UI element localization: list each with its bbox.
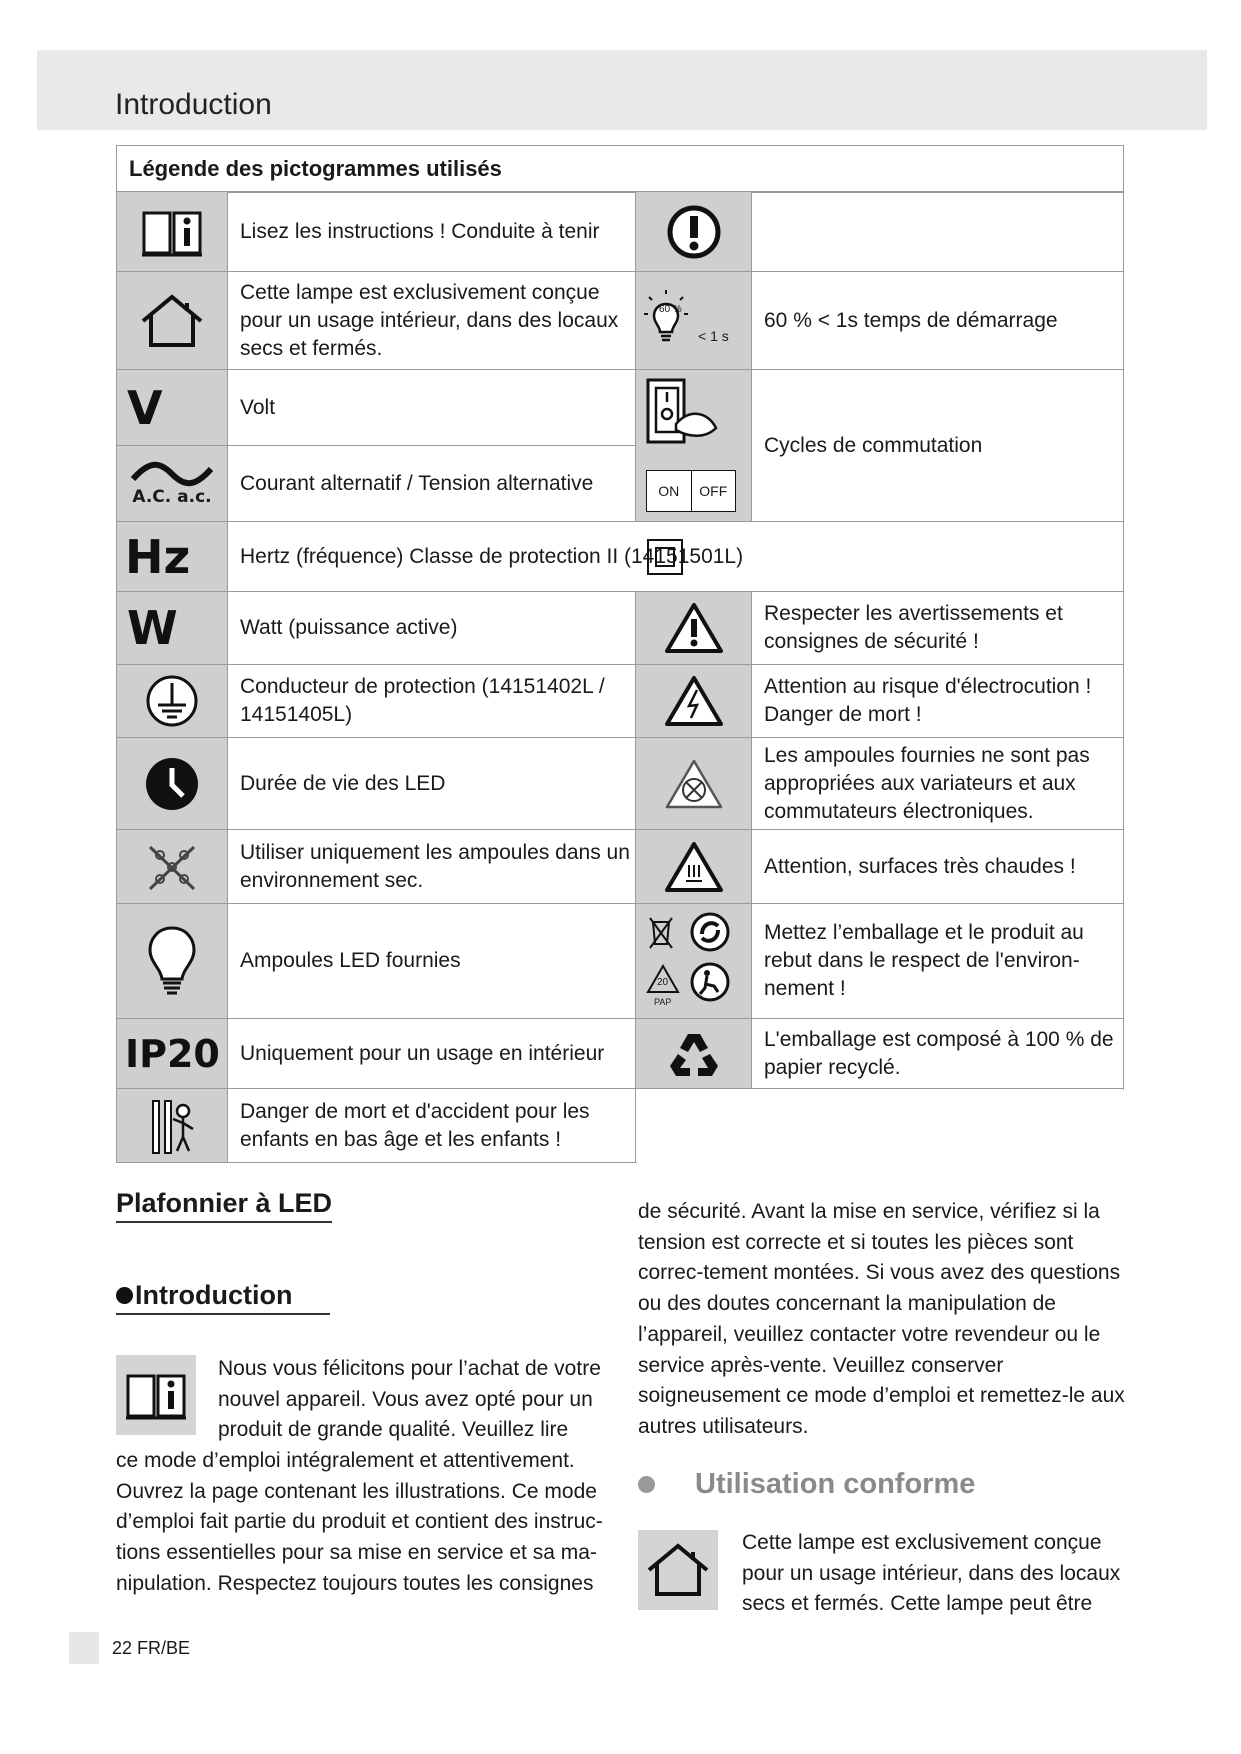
page-number: 22 FR/BE — [112, 1638, 191, 1658]
legend-text-ac: Courant alternatif / Tension alternative — [228, 446, 636, 522]
legend-text-electric-shock: Attention au risque d'électrocution ! Danger de mort ! — [752, 665, 1123, 738]
legend-text-led-bulbs-supplied: Ampoules LED fournies — [228, 904, 636, 1019]
hot-surface-icon — [636, 830, 752, 904]
recycle-icon — [636, 1019, 752, 1089]
legend-text-recycled-paper: L'emballage est composé à 100 % de papier recyclé. — [752, 1019, 1123, 1089]
watt-icon: W — [117, 592, 228, 665]
intro-heading: Introduction — [116, 1280, 330, 1315]
house-icon — [638, 1530, 718, 1610]
tidyman-icon — [690, 962, 730, 1002]
disposal-icons: 20 PAP — [636, 904, 752, 1019]
dry-environment-icon — [117, 830, 228, 904]
page-number-box — [69, 1632, 99, 1664]
legend-text-hertz: Hertz (fréquence) Classe de protection II (14151501L) — [228, 522, 1123, 592]
usage-heading: Utilisation conforme — [638, 1468, 975, 1501]
bulb-icon — [117, 904, 228, 1019]
legend-text-no-dimmer: Les ampoules fournies ne sont pas appropriées aux variateurs et aux commutateurs électroniques. — [752, 738, 1123, 830]
legend-text-switching-cycles: Cycles de commutation — [752, 370, 1123, 522]
legend-text-read-instructions: Lisez les instructions ! Conduite à tenir — [228, 192, 636, 272]
green-dot-icon — [690, 912, 730, 952]
legend-text-watt: Watt (puissance active) — [228, 592, 636, 665]
product-title: Plafonnier à LED — [116, 1188, 332, 1223]
legend-text-ip20: Uniquement pour un usage en intérieur — [228, 1019, 636, 1089]
intro-text-full: ce mode d’emploi intégralement et attentivement. Ouvrez la page contenant les illustrations. Ce mode d’emploi fait partie du produit et contient des instruc-tions essentielles pour sa mise en service et sa ma-nipulation. Respectez toujours toutes les consignes — [116, 1449, 603, 1595]
legend-text-child-danger: Danger de mort et d'accident pour les enfants en bas âge et les enfants ! — [228, 1089, 636, 1162]
switch-icon: ON OFF — [636, 370, 752, 522]
no-dimmer-icon — [636, 738, 752, 830]
legend-title: Légende des pictogrammes utilisés — [129, 156, 502, 181]
legend-text-safety-warnings: Respecter les avertissements et consignes de sécurité ! — [752, 592, 1123, 665]
intro-text-indented: Nous vous félicitons pour l’achat de votre nouvel appareil. Vous avez opté pour un produit de grande qualité. Veuillez lire — [218, 1357, 601, 1442]
usage-text: Cette lampe est exclusivement conçue pour un usage intérieur, dans des locaux secs et fermés. Cette lampe peut être — [742, 1531, 1121, 1616]
pictogram-legend-table — [116, 145, 1124, 1163]
legend-text-led-lifetime: Durée de vie des LED — [228, 738, 636, 830]
legend-text-dry-environment: Utiliser uniquement les ampoules dans un environnement sec. — [228, 830, 636, 904]
volt-icon: V — [117, 370, 228, 446]
electric-shock-icon — [636, 665, 752, 738]
crossed-bin-icon — [646, 914, 676, 950]
intro-text-col2: de sécurité. Avant la mise en service, vérifiez si la tension est correcte et si toutes les pièces sont correc-tement montées. Si vous avez des questions ou des doutes concernant la manipulation de l’appareil, veuillez contacter votre revendeur ou le service après-vente. Veuillez conserver soigneusement ce mode d’emploi et remettez-le aux autres utilisateurs. — [638, 1200, 1125, 1438]
house-icon — [117, 272, 228, 370]
ac-icon: A.C. a.c. — [117, 446, 228, 522]
ip20-icon: IP20 — [117, 1019, 228, 1089]
child-danger-icon — [117, 1089, 228, 1162]
legend-text-indoor-use: Cette lampe est exclusivement conçue pour un usage intérieur, dans des locaux secs et fermés. — [228, 272, 636, 370]
protective-earth-icon — [117, 665, 228, 738]
warning-icon — [636, 592, 752, 665]
book-info-icon — [116, 1355, 196, 1435]
legend-text-volt: Volt — [228, 370, 636, 446]
startup-bulb-icon: 60 % < 1 s — [636, 272, 752, 370]
legend-text-disposal: Mettez l’emballage et le produit au rebut dans le respect de l'environ-nement ! — [752, 904, 1123, 1019]
legend-text-protective-conductor: Conducteur de protection (14151402L / 14151405L) — [228, 665, 636, 738]
page-title: Introduction — [115, 88, 272, 121]
clock-icon — [117, 738, 228, 830]
book-info-icon — [117, 192, 228, 272]
hertz-icon: Hz — [117, 522, 228, 592]
legend-text-exclamation — [752, 192, 1123, 272]
exclamation-circle-icon — [636, 192, 752, 272]
legend-text-hot-surfaces: Attention, surfaces très chaudes ! — [752, 830, 1123, 904]
legend-text-startup-time: 60 % < 1s temps de démarrage — [752, 272, 1123, 370]
double-insulation-icon — [647, 539, 683, 575]
